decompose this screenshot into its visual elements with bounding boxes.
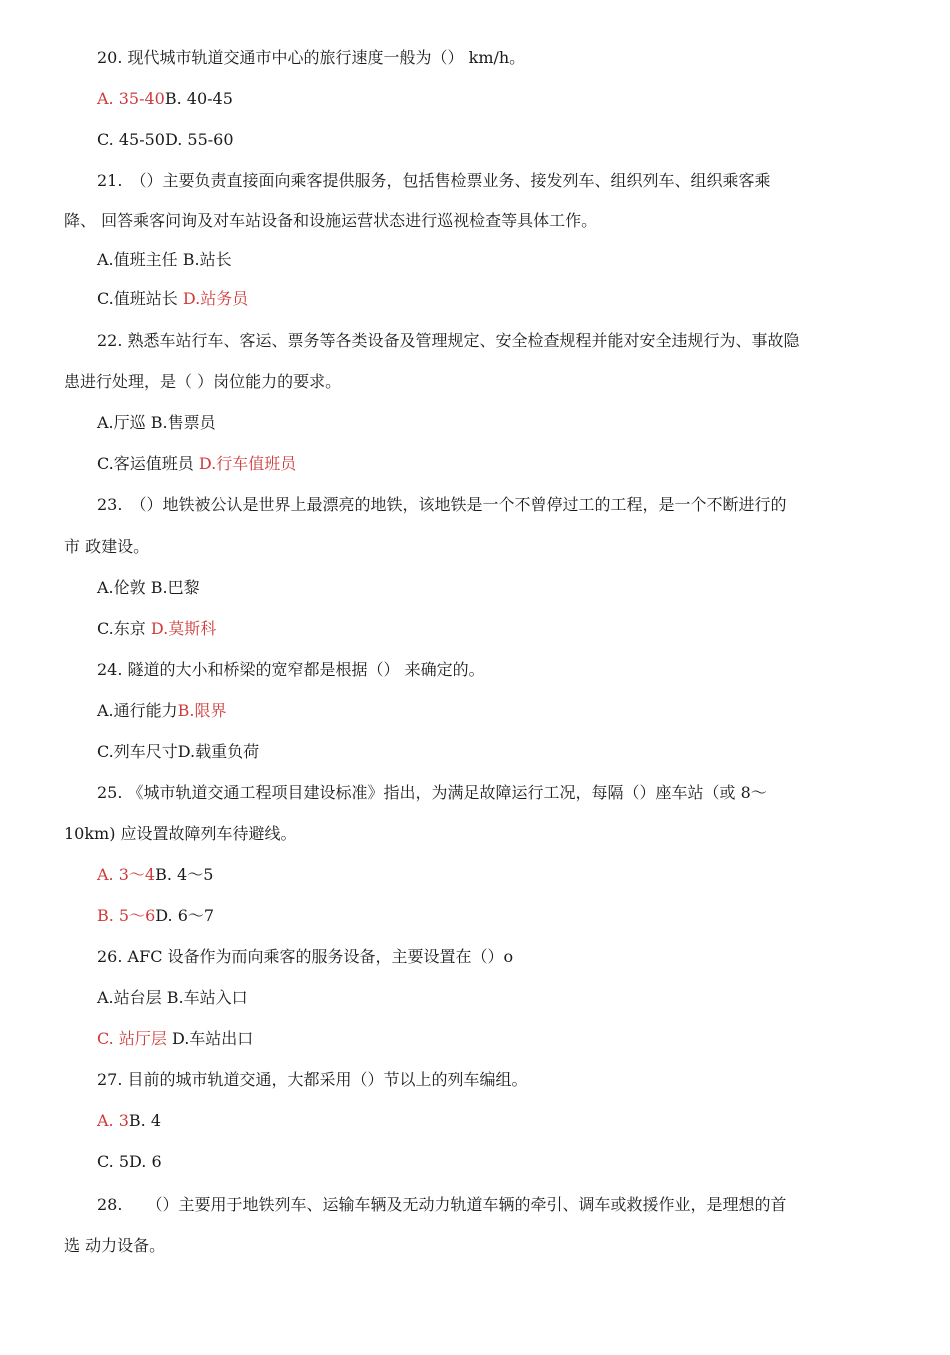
option-a: A. 3: [97, 1111, 129, 1130]
option-b: B. 4～5: [155, 865, 214, 884]
option-a: A. 3～4: [97, 865, 156, 884]
option-row: [97, 700, 227, 722]
option-row: [97, 1028, 253, 1050]
question-28: 28. （）主要用于地铁列车、运输车辆及无动力轨道车辆的牵引、调车或救援作业，是理想的首: [97, 1195, 787, 1214]
question-25-cont: 10km) 应设置故障列车待避线。: [64, 824, 297, 843]
option-c: C.客运值班员: [97, 454, 199, 473]
option-row: [97, 249, 232, 271]
option-c: B. 5～6: [97, 906, 156, 925]
option-d: D. 55-60: [164, 130, 234, 149]
option-c: C.东京: [97, 619, 151, 638]
option-b: B.巴黎: [150, 578, 200, 597]
option-a: A.站台层: [97, 988, 167, 1007]
question-21: 21. （）主要负责直接面向乘客提供服务，包括售检票业务、接发列车、组织列车、组织乘客乘: [97, 171, 771, 190]
option-b: B.站长: [182, 250, 232, 269]
option-row: [97, 618, 216, 640]
option-d: D.车站出口: [171, 1029, 254, 1048]
option-b: B.限界: [177, 701, 227, 720]
option-c: C. 5: [97, 1152, 130, 1171]
option-a: A.伦敦: [97, 578, 151, 597]
option-row: [97, 1151, 162, 1173]
option-row: [97, 987, 248, 1009]
question-23-cont: 市 政建设。: [64, 537, 150, 556]
option-row: [97, 412, 216, 434]
option-d: D. 6～7: [155, 906, 215, 925]
option-row: [97, 741, 259, 763]
option-b: B.售票员: [150, 413, 216, 432]
option-c: C.值班站长: [97, 289, 183, 308]
option-d: D.行车值班员: [198, 454, 297, 473]
option-row: [97, 129, 234, 151]
question-22-cont: 患进行处理，是（ ）岗位能力的要求。: [64, 372, 342, 391]
option-b: B.车站入口: [166, 988, 248, 1007]
option-a: A.值班主任: [97, 250, 183, 269]
option-row: [97, 905, 214, 927]
option-row: [97, 288, 248, 310]
option-a: A.通行能力: [97, 701, 178, 720]
option-d: D.莫斯科: [150, 619, 217, 638]
option-row: [97, 88, 233, 110]
question-22: 22. 熟悉车站行车、客运、票务等各类设备及管理规定、安全检查规程并能对安全违规行为、事故隐: [97, 331, 800, 350]
option-c: C. 45-50: [97, 130, 165, 149]
option-a: A. 35-40: [97, 89, 165, 108]
option-row: [97, 1110, 161, 1132]
question-26: 26. AFC 设备作为而向乘客的服务设备，主要设置在（）o: [97, 947, 514, 966]
option-d: D. 6: [129, 1152, 162, 1171]
question-25: 25. 《城市轨道交通工程项目建设标准》指出，为满足故障运行工况，每隔（）座车站（或 8～: [97, 783, 767, 802]
question-27: 27. 目前的城市轨道交通，大都采用（）节以上的列车编组。: [97, 1070, 528, 1089]
option-row: [97, 453, 296, 475]
option-row: [97, 864, 213, 886]
option-d: D.站务员: [182, 289, 249, 308]
option-d: D.载重负荷: [177, 742, 260, 761]
question-20: 20. 现代城市轨道交通市中心的旅行速度一般为（） km/h。: [97, 48, 526, 67]
option-b: B. 4: [128, 1111, 162, 1130]
question-21-cont: 降、 回答乘客问询及对车站设备和设施运营状态进行巡视检查等具体工作。: [64, 211, 598, 230]
option-a: A.厅巡: [97, 413, 151, 432]
option-b: B. 40-45: [164, 89, 233, 108]
question-24: 24. 隧道的大小和桥梁的宽窄都是根据（） 来确定的。: [97, 660, 485, 679]
option-c: C. 站厅层: [97, 1029, 172, 1048]
option-c: C.列车尺寸: [97, 742, 178, 761]
question-23: 23. （）地铁被公认是世界上最漂亮的地铁，该地铁是一个不曾停过工的工程，是一个不断进行的: [97, 495, 787, 514]
option-row: [97, 577, 200, 599]
question-28-cont: 选 动力设备。: [64, 1236, 166, 1255]
